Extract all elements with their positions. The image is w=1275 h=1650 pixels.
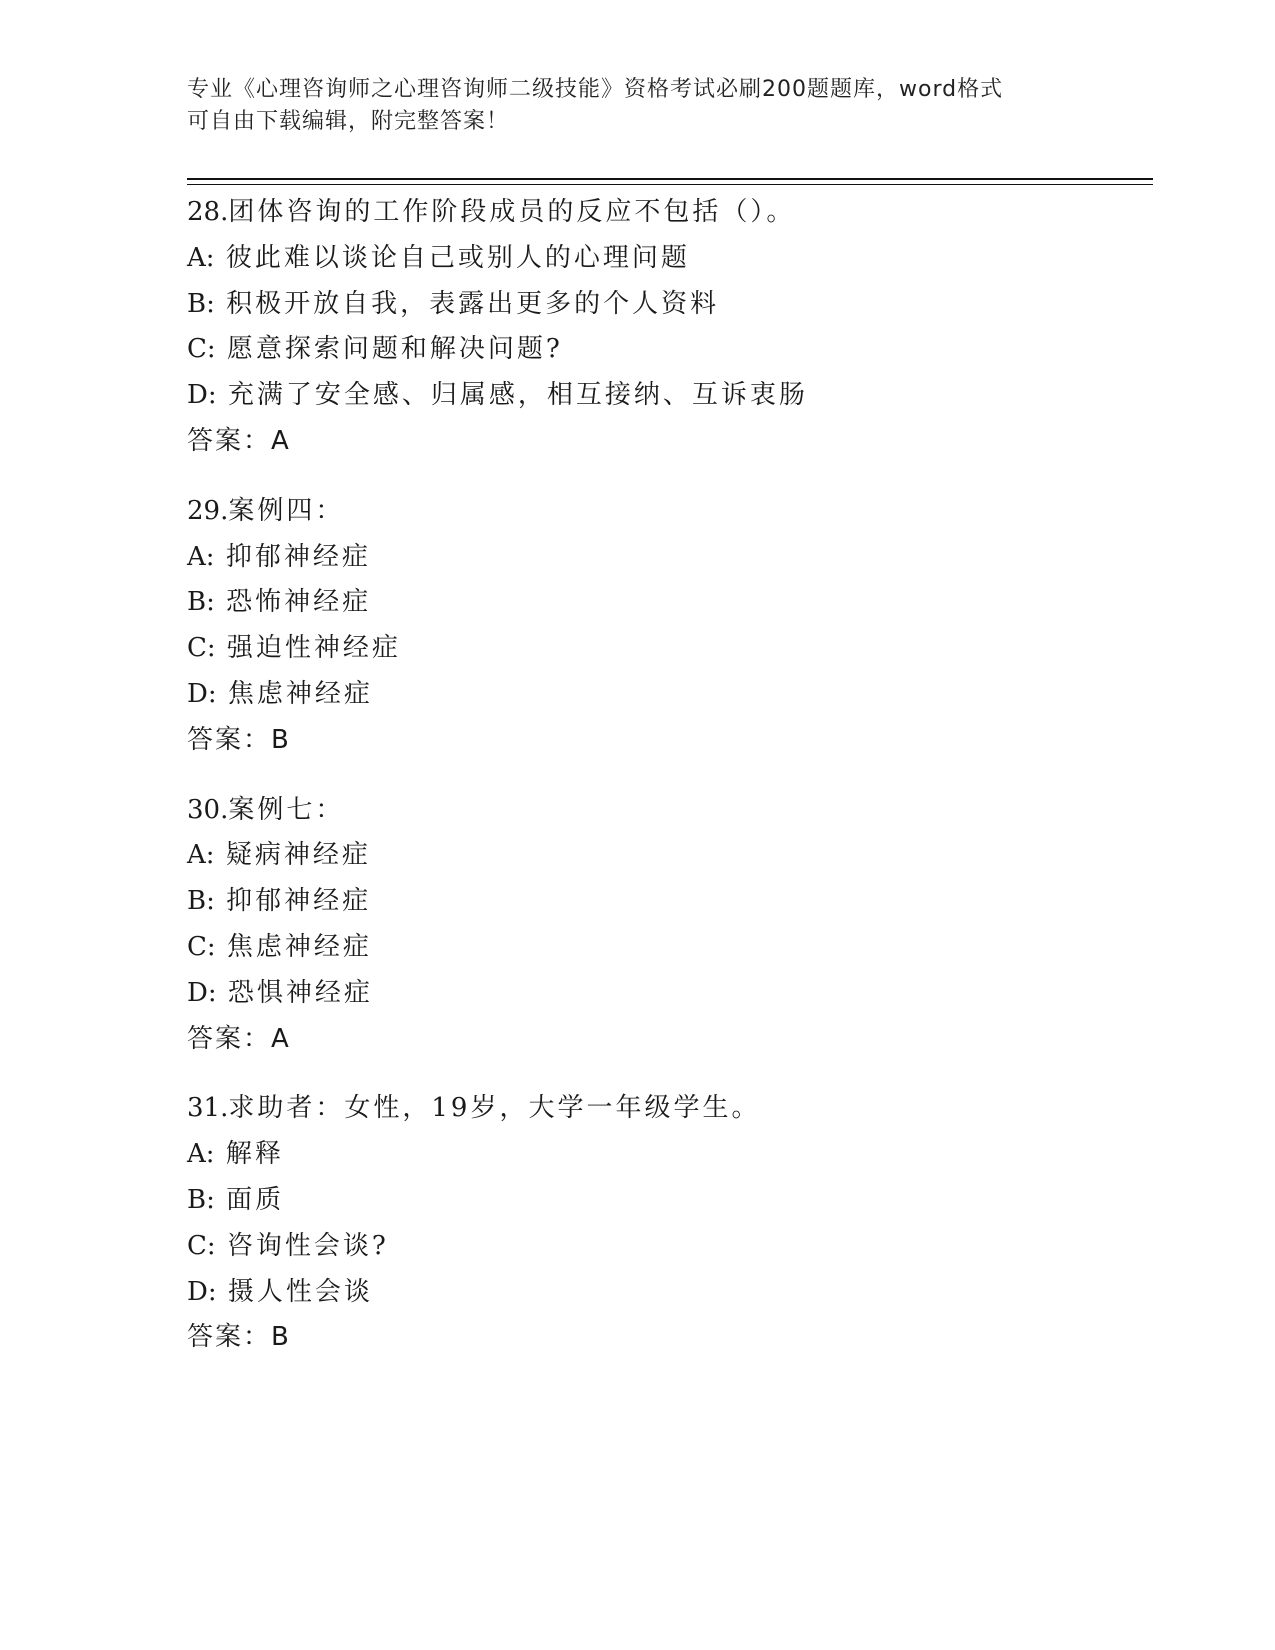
answer-line: 答案：B [187,1322,291,1353]
answer-line: 答案：B [187,724,291,755]
option-label: D: [187,977,217,1008]
question-stem [187,1086,1153,1132]
option-b [187,580,1153,626]
header-line-2: 可自由下载编辑，附完整答案！ [187,109,510,134]
option-text: 恐惧神经症 [227,977,373,1008]
option-text: 咨询性会谈? [226,1230,389,1261]
option-text: 充满了安全感、归属感，相互接纳、互诉衷肠 [227,380,808,411]
option-b [187,879,1153,925]
option-a [187,833,1153,879]
option-text: 强迫性神经症 [226,633,401,664]
option-text: 焦虑神经症 [226,931,372,962]
question-28 [187,190,1153,465]
question-29 [187,489,1153,764]
question-number: 31. [187,1093,229,1124]
option-text: 积极开放自我，表露出更多的个人资料 [226,288,720,319]
question-31 [187,1086,1153,1361]
option-text: 抑郁神经症 [225,541,371,572]
option-c [187,626,1153,672]
question-30 [187,788,1153,1063]
option-label: A: [187,242,215,273]
document-header [187,74,1087,138]
option-label: C: [187,1230,216,1261]
option-text: 恐怖神经症 [226,587,372,618]
option-label: C: [187,633,216,664]
option-label: D: [187,678,217,709]
option-text: 摄人性会谈 [227,1276,373,1307]
question-stem [187,190,1153,236]
question-list [187,190,1153,1385]
option-a [187,1132,1153,1178]
option-label: B: [187,587,215,618]
option-text: 抑郁神经症 [226,886,372,917]
question-text: 案例四： [228,495,345,526]
option-text: 彼此难以谈论自己或别人的心理问题 [225,242,690,273]
option-label: A: [187,840,215,871]
option-d [187,373,1153,419]
question-stem [187,788,1153,834]
option-text: 疑病神经症 [225,840,371,871]
question-number: 29. [187,495,229,526]
option-label: D: [187,380,217,411]
option-label: A: [187,541,215,572]
option-d [187,672,1153,718]
option-c [187,925,1153,971]
option-label: B: [187,288,215,319]
question-number: 30. [187,794,229,825]
option-label: B: [187,1184,215,1215]
option-label: A: [187,1139,215,1170]
option-c [187,1224,1153,1270]
option-label: C: [187,931,216,962]
answer-line: 答案：A [187,425,291,456]
question-text: 团体咨询的工作阶段成员的反应不包括（）。 [228,197,796,227]
question-text: 案例七： [228,794,345,825]
option-text: 面质 [226,1184,285,1215]
option-d [187,1270,1153,1316]
option-b [187,1178,1153,1224]
header-divider-thin [187,184,1153,185]
option-d [187,971,1153,1017]
option-c [187,327,1153,373]
question-number: 28. [187,197,229,227]
option-b [187,282,1153,328]
option-label: D: [187,1276,217,1307]
option-a [187,535,1153,581]
option-text: 愿意探索问题和解决问题? [226,334,563,365]
option-label: B: [187,886,215,917]
question-stem [187,489,1153,535]
question-text: 求助者：女性，19岁，大学一年级学生。 [228,1093,761,1124]
header-line-1: 专业《心理咨询师之心理咨询师二级技能》资格考试必刷200题题库，word格式 [187,77,1004,102]
option-text: 解释 [225,1139,284,1170]
option-label: C: [187,334,216,365]
option-text: 焦虑神经症 [227,678,373,709]
answer-line: 答案：A [187,1023,291,1054]
option-a [187,236,1153,282]
header-divider-thick [187,178,1153,180]
